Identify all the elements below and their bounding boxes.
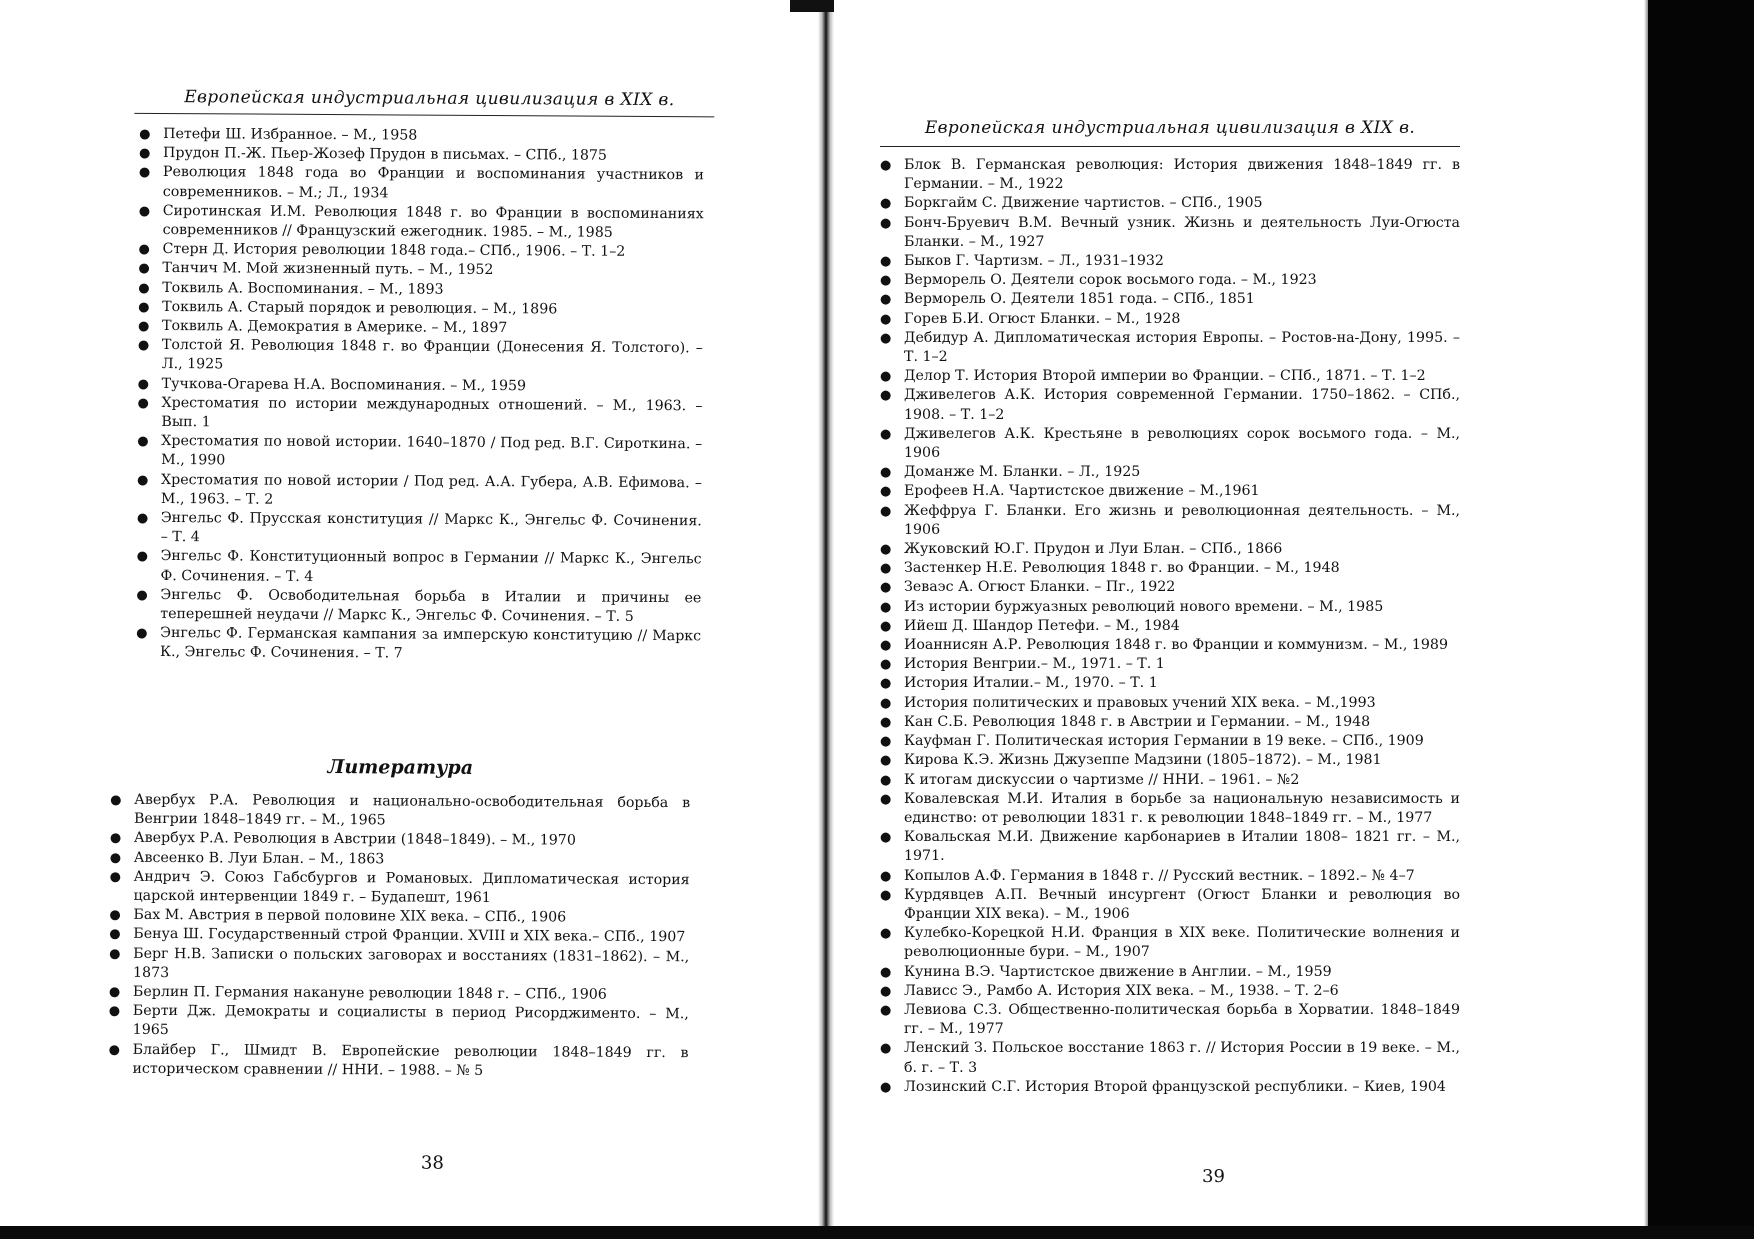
bibliography-entry [109, 867, 689, 909]
entry-text: Кан С.Б. Революция 1848 г. в Австрии и Германии. – М., 1948 [904, 713, 1371, 730]
bibliography-entry [136, 586, 701, 628]
entry-text: Ленский З. Польское восстание 1863 г. // История России в 19 веке. – М., б. г. – Т. 3 [904, 1040, 1460, 1076]
entry-text: Быков Г. Чартизм. – Л., 1931–1932 [904, 253, 1164, 270]
bullet-icon: ● [880, 196, 892, 212]
entry-text: Тучкова-Огарева Н.А. Воспоминания. – М., 1959 [161, 375, 527, 394]
bibliography-entry [880, 386, 1460, 424]
scan-bottom-edge [0, 1226, 1754, 1239]
entry-text: Авербух Р.А. Революция в Австрии (1848–1849). – М., 1970 [133, 830, 576, 849]
bullet-icon: ● [109, 831, 122, 847]
entry-text: История Италии.– М., 1970. – Т. 1 [904, 675, 1158, 692]
scan-top-notch [790, 0, 834, 12]
bibliography-entry [136, 624, 701, 666]
bullet-icon: ● [138, 280, 150, 296]
entry-text: Дживелегов А.К. Крестьяне в революциях сорок восьмого года. – М., 1906 [904, 425, 1460, 462]
entry-text: Сиротинская И.М. Революция 1848 г. во Франции в воспоминаниях современников // Французский ежегодник. 1985. – М., 1985 [162, 202, 704, 241]
bibliography-entry [880, 463, 1460, 482]
bullet-icon: ● [138, 261, 150, 277]
bullet-icon: ● [880, 561, 892, 577]
bibliography-entry [880, 425, 1460, 463]
entry-text: Токвиль А. Старый порядок и революция. – М., 1896 [162, 298, 558, 318]
bibliography-entry [880, 1039, 1460, 1077]
entry-text: Копылов А.Ф. Германия в 1848 г. // Русский вестник. – 1892.– № 4–7 [904, 867, 1415, 884]
entry-text: Энгельс Ф. Освободительная борьба в Италии и причины ее теперешней неудачи // Маркс К., Энгельс Ф. Сочинения. – Т. 5 [160, 586, 702, 625]
literature-list-right [880, 156, 1460, 1097]
bullet-icon: ● [137, 434, 149, 450]
entry-text: Зеваэс А. Огюст Бланки. – Пг., 1922 [904, 579, 1176, 596]
entry-text: Токвиль А. Воспоминания. – М., 1893 [162, 279, 444, 298]
bibliography-entry [880, 1001, 1460, 1039]
bullet-icon: ● [109, 946, 121, 962]
bullet-icon: ● [137, 318, 150, 334]
entry-text: Берг Н.В. Записки о польских заговорах и восстаниях (1831–1862). – М., 1873 [133, 945, 690, 981]
entry-text: Левиова С.З. Общественно-политическая борьба в Хорватии. 1848–1849 гг. – М., 1977 [904, 1001, 1460, 1038]
bullet-icon: ● [880, 158, 892, 173]
entry-text: Берлин П. Германия накануне революции 1848 г. – СПб., 1906 [132, 983, 607, 1003]
bibliography-entry [139, 163, 704, 205]
bullet-icon: ● [880, 580, 892, 596]
entry-text: К итогам дискуссии о чартизме // ННИ. – 1961. – №2 [904, 771, 1300, 788]
bullet-icon: ● [880, 503, 892, 519]
entry-text: Из истории буржуазных революций нового времени. – М., 1985 [904, 598, 1384, 615]
bullet-icon: ● [137, 472, 149, 488]
bibliography-entry [880, 674, 1460, 693]
bibliography-entry [109, 944, 689, 986]
entry-text: Ийеш Д. Шандор Петефи. – М., 1984 [904, 617, 1180, 634]
bibliography-entry [880, 617, 1460, 636]
entry-text: Лависс Э., Рамбо А. История XIX века. – М., 1938. – Т. 2–6 [904, 982, 1339, 999]
bibliography-entry [880, 156, 1460, 194]
bullet-icon: ● [880, 254, 892, 270]
bullet-icon: ● [880, 964, 892, 980]
bibliography-entry [880, 502, 1460, 540]
bibliography-entry [880, 540, 1460, 559]
header-rule-left [134, 113, 714, 118]
entry-text: Иоаннисян А.Р. Революция 1848 г. во Франции и коммунизм. – М., 1989 [904, 637, 1448, 654]
page-number-left: 38 [420, 1152, 444, 1174]
bullet-icon: ● [108, 1042, 120, 1058]
bullet-icon: ● [880, 753, 892, 769]
entry-text: Ерофеев Н.А. Чартистское движение – М.,1961 [904, 483, 1260, 500]
bullet-icon: ● [880, 887, 892, 903]
entry-text: Лозинский С.Г. История Второй французской республики. – Киев, 1904 [904, 1078, 1446, 1095]
bibliography-entry [880, 771, 1460, 790]
bibliography-entry [880, 790, 1460, 828]
bullet-icon: ● [110, 792, 122, 808]
entry-text: Бенуа Ш. Государственный строй Франции. XVIII и XIX века.– СПб., 1907 [133, 926, 686, 946]
bibliography-entry [138, 336, 703, 378]
bullet-icon: ● [880, 830, 892, 846]
entry-text: Курдявцев А.П. Вечный инсургент (Огюст Бланки и революция во Франции XIX века). – М., 1906 [904, 886, 1460, 922]
bullet-icon: ● [137, 376, 150, 392]
entry-text: Верморель О. Деятели 1851 года. – СПб., 1851 [904, 291, 1255, 308]
bibliography-entry [880, 982, 1460, 1001]
bibliography-entry [880, 694, 1460, 713]
entry-text: Верморель О. Деятели сорок восьмого года. – М., 1923 [904, 272, 1317, 289]
bibliography-entry [880, 867, 1460, 886]
sources-list [136, 125, 704, 666]
bibliography-entry [139, 202, 704, 244]
header-rule-right [880, 146, 1460, 147]
bullet-icon: ● [880, 618, 892, 634]
bibliography-entry [880, 636, 1460, 655]
entry-text: Хрестоматия по новой истории / Под ред. А.А. Губера, А.В. Ефимова. – М., 1963. – Т. 2 [160, 471, 703, 508]
entry-text: Блок В. Германская революция: История движения 1848–1849 гг. в Германии. – М., 1922 [904, 157, 1460, 193]
entry-text: Энгельс Ф. Германская кампания за имперскую конституцию // Маркс К., Энгельс Ф. Сочинения. – Т. 7 [159, 625, 702, 662]
entry-text: Дебидур А. Дипломатическая история Европы. – Ростов-на-Дону, 1995. – Т. 1–2 [904, 329, 1460, 366]
page-number-right: 39 [1202, 1166, 1225, 1187]
bullet-icon: ● [880, 695, 892, 711]
bibliography-entry [880, 559, 1460, 578]
bibliography-entry [880, 751, 1460, 770]
bibliography-entry [880, 732, 1460, 751]
bibliography-entry [880, 924, 1460, 962]
bullet-icon: ● [139, 146, 151, 162]
bullet-icon: ● [137, 395, 149, 411]
bullet-icon: ● [880, 426, 892, 442]
entry-text: Горев Б.И. Огюст Бланки. – М., 1928 [904, 310, 1181, 327]
bullet-icon: ● [880, 330, 892, 346]
entry-text: Берти Дж. Демократы и социалисты в период Рисорджименто. – М., 1965 [132, 1003, 689, 1039]
bullet-icon: ● [880, 791, 892, 807]
entry-text: Жеффруа Г. Бланки. Его жизнь и революционная деятельность. – М., 1906 [904, 502, 1460, 538]
bullet-icon: ● [880, 926, 892, 942]
entry-text: Бах М. Австрия в первой половине XIX века. – СПб., 1906 [133, 907, 567, 926]
bibliography-entry [880, 963, 1460, 982]
bibliography-entry [136, 547, 701, 589]
bullet-icon: ● [136, 587, 148, 603]
bibliography-entry [137, 394, 702, 436]
bibliography-entry [880, 482, 1460, 501]
entry-text: Дживелегов А.К. История современной Германии. 1750–1862. – СПб., 1908. – Т. 1–2 [904, 387, 1460, 423]
entry-text: Танчич М. Мой жизненный путь. – М., 1952 [162, 260, 494, 279]
bibliography-entry [880, 329, 1460, 367]
bullet-icon: ● [138, 203, 151, 219]
bullet-icon: ● [880, 676, 892, 692]
bibliography-entry [880, 713, 1460, 732]
bibliography-entry [880, 290, 1460, 309]
entry-text: Петефи Ш. Избранное. – М., 1958 [163, 125, 418, 144]
bullet-icon: ● [880, 215, 892, 231]
bullet-icon: ● [108, 984, 121, 1000]
entry-text: Кулебко-Корецкой Н.И. Франция в XIX веке. Политические волнения и революционные бури. – М., 1907 [904, 925, 1460, 961]
bullet-icon: ● [880, 638, 892, 654]
bibliography-entry [880, 310, 1460, 329]
section-title-literature: Литература [327, 756, 474, 779]
running-head-right: Европейская индустриальная цивилизация в XIX в. [924, 118, 1416, 138]
entry-text: Хрестоматия по новой истории. 1640–1870 / Под ред. В.Г. Сироткина. – М., 1990 [161, 433, 703, 469]
bibliography-entry [110, 791, 690, 833]
bullet-icon: ● [880, 388, 892, 404]
bullet-icon: ● [880, 1079, 892, 1095]
bibliography-entry [137, 509, 702, 551]
entry-text: Кауфман Г. Политическая история Германии в 19 веке. – СПб., 1909 [904, 733, 1424, 750]
bibliography-entry [880, 214, 1460, 252]
bullet-icon: ● [109, 869, 122, 885]
bibliography-entry [880, 578, 1460, 597]
bullet-icon: ● [880, 369, 892, 385]
entry-text: Доманже М. Бланки. – Л., 1925 [904, 464, 1141, 481]
bullet-icon: ● [880, 484, 892, 500]
bibliography-entry [880, 1078, 1460, 1097]
bullet-icon: ● [880, 273, 892, 289]
entry-text: Делор Т. История Второй империи во Франции. – СПб., 1871. – Т. 1–2 [904, 368, 1426, 385]
bullet-icon: ● [136, 549, 148, 565]
book-gutter [818, 0, 834, 1239]
bullet-icon: ● [880, 311, 892, 327]
entry-text: Андрич Э. Союз Габсбургов и Романовых. Дипломатическая история царской интервенции 1849 г. – Будапешт, 1961 [133, 868, 690, 907]
bullet-icon: ● [139, 126, 151, 142]
bibliography-entry [108, 1040, 688, 1082]
bullet-icon: ● [880, 772, 892, 788]
bibliography-entry [137, 471, 702, 513]
right-page [830, 0, 1650, 1239]
bibliography-entry [880, 367, 1460, 386]
bullet-icon: ● [138, 165, 151, 181]
bibliography-entry [880, 598, 1460, 617]
bullet-icon: ● [108, 1003, 121, 1019]
bibliography-entry [880, 271, 1460, 290]
bullet-icon: ● [136, 510, 149, 526]
bullet-icon: ● [880, 542, 892, 558]
entry-text: Кирова К.Э. Жизнь Джузеппе Мадзини (1805–1872). – М., 1981 [904, 752, 1382, 769]
bullet-icon: ● [109, 850, 122, 866]
literature-list-left [108, 791, 690, 1083]
entry-text: Прудон П.-Ж. Пьер-Жозеф Прудон в письмах. – СПб., 1875 [163, 145, 608, 164]
entry-text: Застенкер Н.Е. Революция 1848 г. во Франции. – М., 1948 [904, 560, 1340, 577]
bibliography-entry [880, 194, 1460, 213]
entry-text: Энгельс Ф. Конституционный вопрос в Германии // Маркс К., Энгельс Ф. Сочинения. – Т. 4 [160, 548, 702, 585]
entry-text: Боркгайм С. Движение чартистов. – СПб., 1905 [904, 195, 1263, 212]
bullet-icon: ● [880, 1002, 892, 1018]
bullet-icon: ● [109, 927, 121, 943]
bullet-icon: ● [880, 599, 892, 615]
entry-text: Авсеенко В. Луи Блан. – М., 1863 [133, 849, 385, 867]
bullet-icon: ● [880, 983, 892, 999]
bullet-icon: ● [880, 734, 892, 750]
bibliography-entry [109, 1002, 689, 1044]
entry-text: Авербух Р.А. Революция и национально-освободительная борьба в Венгрии 1848–1849 гг. – М., 1965 [133, 791, 691, 829]
bullet-icon: ● [109, 907, 121, 923]
bibliography-entry [880, 886, 1460, 924]
entry-text: Жуковский Ю.Г. Прудон и Луи Блан. – СПб., 1866 [904, 541, 1283, 558]
entry-text: Революция 1848 года во Франции и воспоминания участников и современников. – М.; Л., 1934 [162, 164, 704, 201]
entry-text: Ковалевская М.И. Италия в борьбе за национальную независимость и единство: от революции 1831 г. к революции 1848–1849 гг. – М., 1977 [904, 790, 1460, 826]
entry-text: История Венгрии.– М., 1971. – Т. 1 [904, 656, 1165, 673]
entry-text: Ковальская М.И. Движение карбонариев в Италии 1808– 1821 гг. – М., 1971. [904, 829, 1460, 865]
bullet-icon: ● [880, 1041, 892, 1057]
bibliography-entry [137, 432, 702, 474]
entry-text: Кунина В.Э. Чартистское движение в Англии. – М., 1959 [904, 963, 1332, 980]
entry-text: Хрестоматия по истории международных отношений. – М., 1963. – Вып. 1 [161, 394, 703, 431]
bullet-icon: ● [138, 242, 150, 258]
entry-text: Блайбер Г., Шмидт В. Европейские революции 1848–1849 гг. в историческом сравнении // ННИ. – 1988. – № 5 [132, 1041, 689, 1079]
scan-right-edge [1648, 0, 1754, 1239]
entry-text: Токвиль А. Демократия в Америке. – М., 1897 [161, 318, 508, 337]
bibliography-entry [880, 655, 1460, 674]
entry-text: История политических и правовых учений XIX века. – М.,1993 [904, 694, 1376, 711]
bullet-icon: ● [137, 338, 150, 354]
bibliography-entry [880, 252, 1460, 271]
bullet-icon: ● [880, 657, 892, 673]
entry-text: Бонч-Бруевич В.М. Вечный узник. Жизнь и деятельность Луи-Огюста Бланки. – М., 1927 [904, 214, 1460, 250]
entry-text: Стерн Д. История революции 1848 года.– СПб., 1906. – Т. 1–2 [162, 241, 626, 261]
entry-text: Толстой Я. Революция 1848 г. во Франции (Донесения Я. Толстого). – Л., 1925 [161, 337, 703, 373]
bullet-icon: ● [880, 292, 892, 308]
running-head-left: Европейская индустриальная цивилизация в XIX в. [184, 87, 675, 111]
left-page [0, 0, 828, 1239]
bullet-icon: ● [880, 868, 892, 884]
bullet-icon: ● [138, 299, 150, 315]
bullet-icon: ● [880, 714, 892, 730]
bullet-icon: ● [880, 465, 892, 481]
entry-text: Энгельс Ф. Прусская конституция // Маркс К., Энгельс Ф. Сочинения. – Т. 4 [160, 510, 702, 546]
bibliography-entry [880, 828, 1460, 866]
bullet-icon: ● [136, 626, 148, 642]
